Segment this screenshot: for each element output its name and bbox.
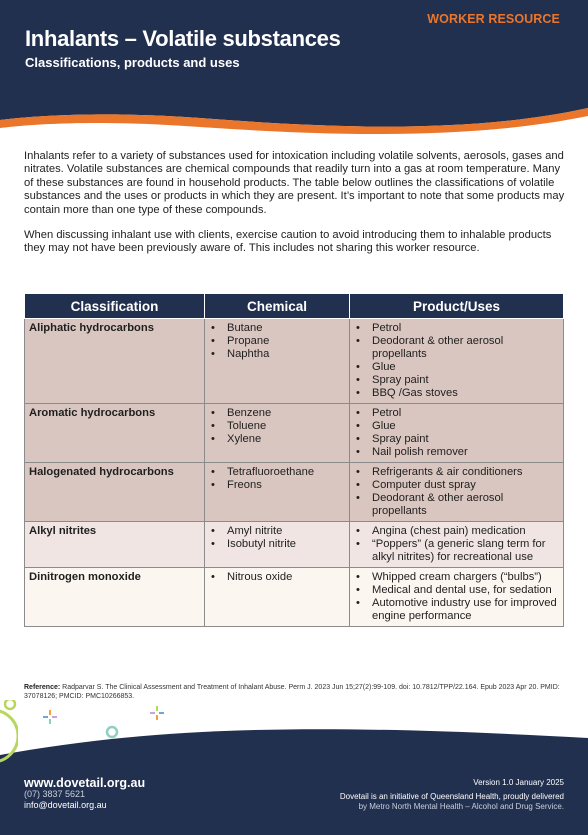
use-item: • Computer dust spray [372,479,559,492]
decorative-arc-icon [0,706,18,766]
page-title: Inhalants – Volatile substances [25,26,341,51]
use-item: • Angina (chest pain) medication [372,525,559,538]
initiative-line: by Metro North Mental Health – Alcohol and Drug Service. [358,802,564,811]
intro-paragraph: When discussing inhalant use with clients, exercise caution to avoid introducing them to inhalable products they may not have been previously aware of. This includes not sharing this worker resource. [24,229,552,255]
chemical-item: • Naphtha [227,348,345,361]
chemical-item: • Nitrous oxide [227,571,345,584]
decorative-ring-icon [107,727,117,737]
chemical-item: • Amyl nitrite [227,525,345,538]
sparkle-icon [150,706,164,720]
classification-cell: Alkyl nitrites [25,522,205,568]
classification-cell: Aliphatic hydrocarbons [25,319,205,404]
intro-text [24,150,568,268]
use-item: • Glue [372,420,559,433]
reference-label: Reference: [24,684,61,691]
reference-note [24,683,564,701]
use-item: • Petrol [372,407,559,420]
table-row [25,404,564,463]
column-header-chemical: Chemical [205,294,350,319]
column-header-classification: Classification [25,294,205,319]
footer-graphic [0,700,588,835]
reference-text: Radparvar S. The Clinical Assessment and Treatment of Inhalant Abuse. Perm J. 2023 Jun 15;27(2):99-109. doi: 10.7812/TPP/22.164. Epub 2023 Apr 20. PMID: 37078126; PMCID: PMC10266853. [24,684,560,700]
use-item: • BBQ /Gas stoves [372,387,559,400]
table-row [25,319,564,404]
website-link[interactable]: www.dovetail.org.au [24,776,146,790]
use-item: • Spray paint [372,433,559,446]
chemical-cell [205,522,350,568]
table-row [25,463,564,522]
use-item: • Refrigerants & air conditioners [372,466,559,479]
chemical-cell [205,463,350,522]
use-item: • Nail polish remover [372,446,559,459]
chemical-cell [205,319,350,404]
uses-cell [350,568,564,627]
page-subtitle: Classifications, products and uses [25,55,240,70]
use-item: • Petrol [372,322,559,335]
classification-cell: Dinitrogen monoxide [25,568,205,627]
uses-cell [350,463,564,522]
worker-resource-tag: WORKER RESOURCE [427,12,560,26]
chemical-item: • Toluene [227,420,345,433]
sparkle-icon [43,710,57,724]
use-item: • Medical and dental use, for sedation [372,584,559,597]
use-item: • Glue [372,361,559,374]
chemical-cell [205,568,350,627]
version-label: Version 1.0 January 2025 [473,778,564,787]
classification-cell: Halogenated hydrocarbons [25,463,205,522]
uses-cell [350,404,564,463]
phone-number[interactable]: (07) 3837 5621 [24,789,86,799]
footer-banner [0,700,588,835]
classification-cell: Aromatic hydrocarbons [25,404,205,463]
use-item: • Automotive industry use for improved engine performance [372,597,559,623]
use-item: • “Poppers” (a generic slang term for alkyl nitrites) for recreational use [372,538,559,564]
chemical-item: • Propane [227,335,345,348]
uses-cell [350,522,564,568]
use-item: • Deodorant & other aerosol propellants [372,492,559,518]
chemical-item: • Tetrafluoroethane [227,466,345,479]
chemical-item: • Xylene [227,433,345,446]
intro-paragraph: Inhalants refer to a variety of substances used for intoxication including volatile solvents, aerosols, gases and nitrates. Volatile substances are chemical compounds that readily turn into a gas at room temperature. Many of these substances are found in household products. The table below outlines the classifications of volatile substances and the uses or products in which they are present. It’s important to note that some products may contain more than one type of these compounds. [24,150,565,216]
chemical-cell [205,404,350,463]
use-item: • Deodorant & other aerosol propellants [372,335,559,361]
use-item: • Spray paint [372,374,559,387]
chemical-item: • Butane [227,322,345,335]
chemical-item: • Isobutyl nitrite [227,538,345,551]
chemical-item: • Benzene [227,407,345,420]
table-row [25,568,564,627]
header-banner [0,0,588,140]
chemical-item: • Freons [227,479,345,492]
column-header-product-uses: Product/Uses [350,294,564,319]
table-header-row [25,294,564,319]
classification-table [24,293,564,627]
use-item: • Whipped cream chargers (“bulbs”) [372,571,559,584]
initiative-note [264,792,564,812]
table-row [25,522,564,568]
email-link[interactable]: info@dovetail.org.au [24,800,107,810]
initiative-line: Dovetail is an initiative of Queensland Health, proudly delivered [339,792,564,801]
uses-cell [350,319,564,404]
